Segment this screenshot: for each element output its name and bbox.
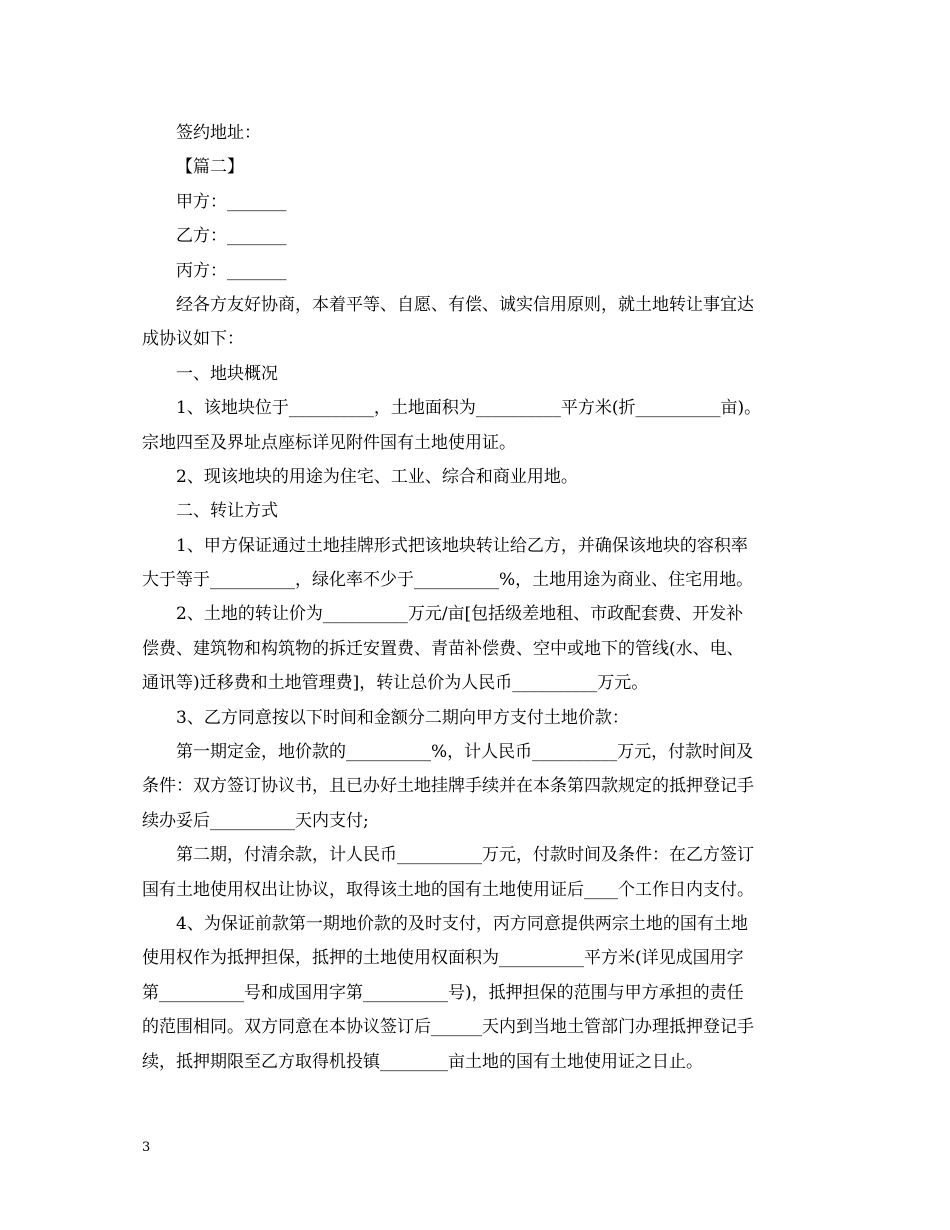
- text-line: 1、甲方保证通过土地挂牌形式把该地块转让给乙方，并确保该地块的容积率: [176, 535, 748, 556]
- text-line: 的范围相同。双方同意在本协议签订后______天内到当地土管部门办理抵押登记手: [142, 1017, 754, 1038]
- text-line: 偿费、建筑物和构筑物的拆迁安置费、青苗补偿费、空中或地下的管线(水、电、: [142, 638, 744, 659]
- text-line: 第__________号和成国用字第__________号)，抵押担保的范围与甲方承担的责任: [142, 982, 744, 1003]
- text-line: 1、该地块位于__________，土地面积为__________平方米(折__________亩)。: [176, 398, 762, 419]
- page-number: 3: [142, 1140, 151, 1155]
- text-line: 续办妥后__________天内支付;: [142, 810, 369, 831]
- text-line: 签约地址：: [176, 123, 261, 143]
- text-line: 条件：双方签订协议书，且已办好土地挂牌手续并在本条第四款规定的抵押登记手: [142, 776, 754, 797]
- text-line: 大于等于__________，绿化率不少于__________%，土地用途为商业、住宅用地。: [142, 570, 754, 591]
- text-line: 国有土地使用权出让协议，取得该土地的国有土地使用证后____个工作日内支付。: [142, 879, 754, 900]
- text-line: 通讯等)迁移费和土地管理费]，转让总价为人民币__________万元。: [142, 673, 649, 694]
- text-line: 甲方：_______: [176, 191, 287, 212]
- text-line: 宗地四至及界址点座标详见附件国有土地使用证。: [142, 432, 516, 453]
- text-line: 续，抵押期限至乙方取得机投镇________亩土地的国有土地使用证之日止。: [142, 1051, 703, 1072]
- text-line: 成协议如下：: [142, 329, 244, 350]
- document-body: [142, 116, 812, 1079]
- text-line: 2、现该地块的用途为住宅、工业、综合和商业用地。: [176, 466, 578, 487]
- text-line: 丙方：_______: [176, 260, 287, 281]
- text-line: 4、为保证前款第一期地价款的及时支付，丙方同意提供两宗土地的国有土地: [176, 913, 748, 934]
- text-line: 一、地块概况: [176, 363, 278, 384]
- text-line: 第二期，付清余款，计人民币__________万元，付款时间及条件：在乙方签订: [176, 845, 754, 866]
- text-line: 2、土地的转让价为__________万元/亩[包括级差地租、市政配套费、开发补: [176, 604, 744, 625]
- text-line: 第一期定金，地价款的__________%，计人民币__________万元，付款时间及: [176, 742, 754, 763]
- text-line: 经各方友好协商，本着平等、自愿、有偿、诚实信用原则，就土地转让事宜达: [176, 294, 754, 315]
- text-line: 【篇二】: [176, 157, 244, 178]
- text-line: 二、转让方式: [176, 501, 278, 522]
- text-line: 3、乙方同意按以下时间和金额分二期向甲方支付土地价款：: [176, 707, 629, 728]
- text-line: 乙方：_______: [176, 226, 287, 247]
- text-line: 使用权作为抵押担保，抵押的土地使用权面积为__________平方米(详见成国用字: [142, 948, 744, 969]
